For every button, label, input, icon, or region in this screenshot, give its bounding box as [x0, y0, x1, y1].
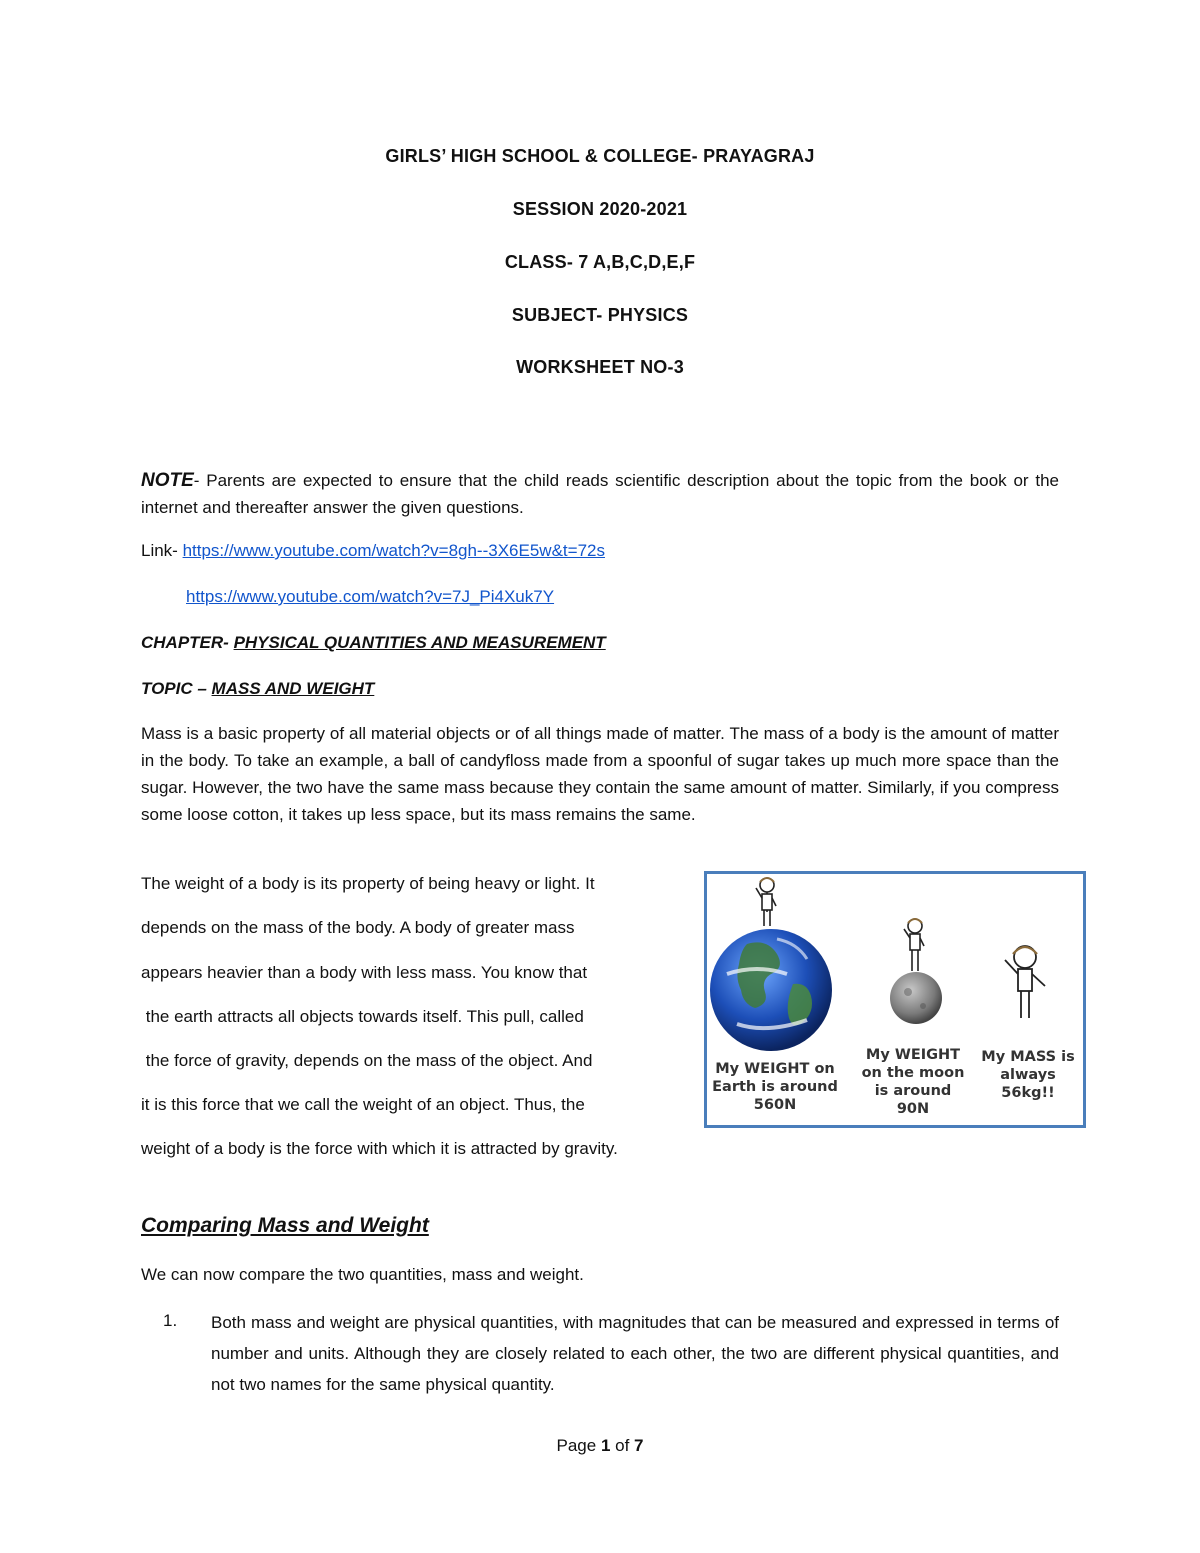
- page-of-label: of: [610, 1436, 635, 1455]
- weight-line: the force of gravity, depends on the mass of the object. And: [141, 1051, 593, 1070]
- caption-moon-line: My WEIGHT: [865, 1047, 961, 1063]
- note-paragraph: [141, 467, 1059, 521]
- weight-line: depends on the mass of the body. A body of greater mass: [141, 918, 575, 937]
- youtube-link-1[interactable]: https://www.youtube.com/watch?v=8gh--3X6E5w&t=72s: [182, 541, 605, 560]
- weight-line: The weight of a body is its property of being heavy or light. It: [141, 874, 595, 893]
- caption-mass: [975, 1048, 1081, 1102]
- caption-mass-line: My MASS is: [981, 1049, 1075, 1065]
- caption-earth-line: Earth is around: [712, 1079, 838, 1095]
- session-line: SESSION 2020-2021: [512, 199, 688, 219]
- weight-line: the earth attracts all objects towards itself. This pull, called: [141, 1007, 584, 1026]
- page-label: Page: [556, 1436, 601, 1455]
- page-number: 1: [600, 1436, 611, 1455]
- topic-line: [141, 679, 374, 699]
- link-line-2: [186, 587, 554, 607]
- school-name: GIRLS’ HIGH SCHOOL & COLLEGE- PRAYAGRAJ: [385, 146, 815, 166]
- stick-figure-moon: [904, 919, 924, 971]
- chapter-label: CHAPTER-: [141, 633, 234, 652]
- caption-moon: [853, 1046, 973, 1118]
- stick-figure-earth: [756, 878, 776, 926]
- moon-icon: [890, 972, 942, 1024]
- mass-weight-figure: [704, 871, 1086, 1128]
- caption-moon-line: 90N: [896, 1101, 930, 1117]
- class-line: CLASS- 7 A,B,C,D,E,F: [504, 252, 696, 272]
- subject-line: SUBJECT- PHYSICS: [511, 305, 689, 325]
- caption-mass-line: always 56kg!!: [1000, 1067, 1056, 1101]
- list-item-text: Both mass and weight are physical quantities, with magnitudes that can be measured and expressed in terms of number and units. Although they are closely related to each other, the two are different physical quantities, and not two names for the same physical quantity.: [211, 1313, 1059, 1394]
- chapter-line: [141, 633, 606, 653]
- comparing-intro: We can now compare the two quantities, mass and weight.: [141, 1265, 584, 1284]
- topic-title: MASS AND WEIGHT: [211, 679, 375, 698]
- caption-moon-line: is around: [874, 1083, 952, 1099]
- youtube-link-2[interactable]: https://www.youtube.com/watch?v=7J_Pi4Xuk7Y: [186, 587, 555, 606]
- topic-label: TOPIC –: [141, 679, 212, 698]
- comparing-heading: Comparing Mass and Weight: [141, 1214, 429, 1237]
- mass-paragraph: Mass is a basic property of all material objects or of all things made of matter. The mass of a body is the amount of matter in the body. To take an example, a ball of candyfloss made from a spoonful of sugar takes up much more space than the sugar. However, the two have the same mass because they contain the same amount of matter. Similarly, if you compress some loose cotton, it takes up less space, but its mass remains the same.: [141, 724, 1059, 824]
- stick-figure-standing: [1005, 946, 1045, 1018]
- caption-earth: [711, 1060, 839, 1114]
- page-footer: [0, 1436, 1200, 1456]
- weight-line: appears heavier than a body with less mass. You know that: [141, 963, 588, 982]
- weight-line: it is this force that we call the weight of an object. Thus, the: [141, 1095, 585, 1114]
- list-item-number: 1.: [163, 1311, 178, 1330]
- caption-earth-line: 560N: [753, 1097, 797, 1113]
- page-total: 7: [634, 1436, 644, 1455]
- note-label: NOTE: [141, 470, 194, 491]
- link-line-1: [141, 541, 605, 561]
- note-text: - Parents are expected to ensure that the child reads scientific description about the topic from the book or the internet and thereafter answer the given questions.: [141, 471, 1059, 517]
- worksheet-line: WORKSHEET NO-3: [516, 357, 684, 377]
- caption-earth-line: My WEIGHT on: [715, 1061, 835, 1077]
- weight-line: weight of a body is the force with which it is attracted by gravity.: [141, 1139, 618, 1158]
- link-prefix: Link-: [141, 541, 183, 560]
- earth-icon: [710, 929, 832, 1051]
- chapter-title: PHYSICAL QUANTITIES AND MEASUREMENT: [233, 633, 606, 652]
- caption-moon-line: on the moon: [861, 1065, 965, 1081]
